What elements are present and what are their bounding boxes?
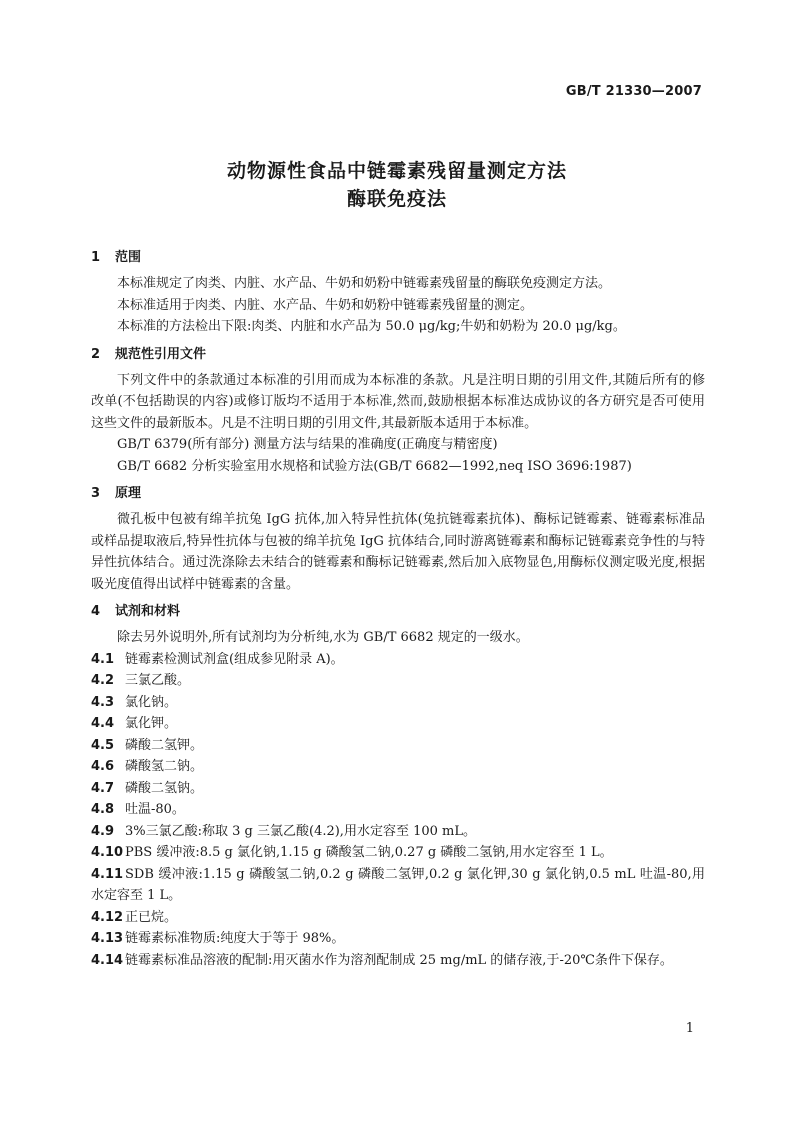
reference-item: GB/T 6682 分析实验室用水规格和试验方法(GB/T 6682—1992,neq ISO 3696:1987) [117, 458, 632, 474]
item-number: 4.4 [91, 716, 115, 731]
item-number: 4.3 [91, 694, 115, 710]
item-number: 4.7 [91, 780, 115, 796]
item-text: 磷酸二氢钠。 [125, 780, 204, 796]
item-number: 4.6 [91, 759, 115, 774]
section-number: 1 [91, 250, 101, 265]
reagent-item [91, 756, 705, 778]
document-title: 动物源性食品中链霉素残留量测定方法 [226, 160, 567, 182]
item-number: 4.10 [91, 845, 124, 860]
document-body [91, 247, 705, 971]
item-text: 吐温-80。 [125, 802, 185, 817]
item-number: 4.12 [91, 909, 124, 925]
reagent-item [91, 778, 705, 800]
reagent-item [91, 799, 705, 821]
item-text: 正已烷。 [125, 909, 178, 925]
section-heading-reagents [91, 601, 705, 623]
item-text: 3%三氯乙酸:称取 3 g 三氯乙酸(4.2),用水定容至 100 mL。 [125, 823, 476, 839]
item-text: 链霉素标准物质:纯度大于等于 98%。 [125, 931, 345, 946]
paragraph: 微孔板中包被有绵羊抗兔 IgG 抗体,加入特异性抗体(兔抗链霉素抗体)、酶标记链霉素、链霉素标准品或样品提取液后,特异性抗体与包被的绵羊抗兔 IgG 抗体结合,同时游离链霉素和酶标记链霉素竞争性的与特异性抗体结合。通过洗涤除去未结合的链霉素和酶标记链霉素,然后加入底物显色,用酶标仪测定吸光度,根据吸光度值得出试样中链霉素的含量。 [91, 512, 705, 592]
item-number: 4.1 [91, 651, 115, 667]
section-heading-normative-references [91, 344, 705, 366]
reagent-item [91, 928, 705, 950]
reagent-item [91, 864, 705, 907]
paragraph: 本标准的方法检出下限:肉类、内脏和水产品为 50.0 μg/kg;牛奶和奶粉为 20.0 μg/kg。 [117, 319, 626, 334]
item-number: 4.11 [91, 866, 124, 882]
standard-code: GB/T 21330—2007 [565, 84, 702, 99]
section-title: 范围 [115, 250, 142, 265]
reagent-item [91, 842, 705, 864]
item-text: 氯化钾。 [125, 716, 178, 731]
paragraph: 下列文件中的条款通过本标准的引用而成为本标准的条款。凡是注明日期的引用文件,其随后所有的修改单(不包括勘误的内容)或修订版均不适用于本标准,然而,鼓励根据本标准达成协议的各方研究是否可使用这些文件的最新版本。凡是不注明日期的引用文件,其最新版本适用于本标准。 [91, 372, 705, 431]
section-title: 原理 [115, 486, 142, 501]
paragraph: 本标准适用于肉类、内脏、水产品、牛奶和奶粉中链霉素残留量的测定。 [117, 297, 534, 313]
section-title: 规范性引用文件 [115, 346, 207, 362]
paragraph: 本标准规定了肉类、内脏、水产品、牛奶和奶粉中链霉素残留量的酶联免疫测定方法。 [117, 276, 612, 291]
reagent-item [91, 735, 705, 757]
item-number: 4.5 [91, 737, 115, 753]
reagent-item [91, 670, 705, 692]
reagent-item [91, 713, 705, 735]
item-number: 4.14 [91, 952, 124, 968]
item-text: 链霉素标准品溶液的配制:用灭菌水作为溶剂配制成 25 mg/mL 的储存液,于-20℃条件下保存。 [125, 952, 673, 968]
item-number: 4.13 [91, 931, 124, 946]
item-text: 三氯乙酸。 [125, 673, 191, 688]
section-number: 3 [91, 486, 101, 501]
section-heading-scope [91, 247, 705, 269]
reagent-item [91, 821, 705, 843]
reagent-item [91, 692, 705, 714]
item-text: PBS 缓冲液:8.5 g 氯化钠,1.15 g 磷酸氢二钠,0.27 g 磷酸二氢钠,用水定容至 1 L。 [125, 845, 613, 860]
paragraph: 除去另外说明外,所有试剂均为分析纯,水为 GB/T 6682 规定的一级水。 [117, 630, 529, 645]
item-text: 氯化钠。 [125, 694, 178, 710]
item-number: 4.8 [91, 802, 115, 817]
section-number: 2 [91, 346, 101, 362]
item-number: 4.2 [91, 673, 115, 688]
reagent-list [91, 649, 705, 972]
page-number: 1 [685, 1021, 694, 1036]
reagent-item [91, 649, 705, 671]
section-heading-principle [91, 483, 705, 505]
item-text: 链霉素检测试剂盒(组成参见附录 A)。 [125, 651, 344, 667]
document-subtitle: 酶联免疫法 [346, 188, 447, 210]
item-number: 4.9 [91, 823, 115, 839]
section-title: 试剂和材料 [115, 604, 181, 619]
item-text: 磷酸氢二钠。 [125, 759, 204, 774]
reference-item: GB/T 6379(所有部分) 测量方法与结果的准确度(正确度与精密度) [117, 437, 498, 452]
item-text: 磷酸二氢钾。 [125, 737, 204, 753]
item-text: SDB 缓冲液:1.15 g 磷酸氢二钠,0.2 g 磷酸二氢钾,0.2 g 氯化钾,30 g 氯化钠,0.5 mL 吐温-80,用水定容至 1 L。 [91, 866, 705, 903]
reagent-item [91, 907, 705, 929]
reagent-item [91, 950, 705, 972]
section-number: 4 [91, 604, 101, 619]
